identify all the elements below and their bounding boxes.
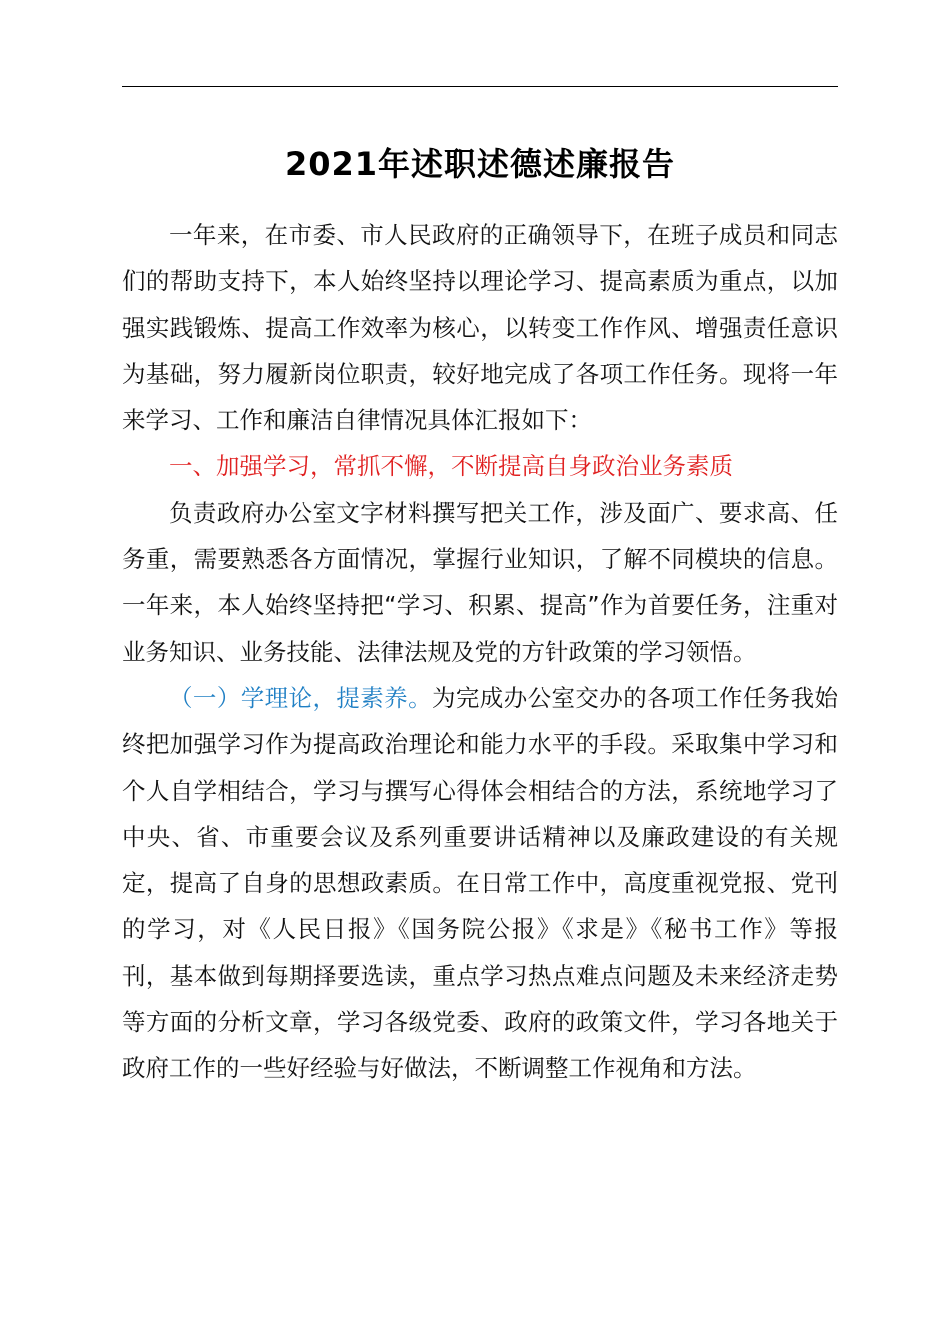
header-rule xyxy=(122,86,838,87)
section-1-paragraph: 负责政府办公室文字材料撰写把关工作，涉及面广、要求高、任务重，需要熟悉各方面情况，掌握行业知识，了解不同模块的信息。一年来，本人始终坚持把“学习、积累、提高”作为首要任务，注重对业务知识、业务技能、法律法规及党的方针政策的学习领悟。 xyxy=(122,498,838,666)
document-body xyxy=(122,212,838,1092)
intro-paragraph: 一年来，在市委、市人民政府的正确领导下，在班子成员和同志们的帮助支持下，本人始终坚持以理论学习、提高素质为重点，以加强实践锻炼、提高工作效率为核心，以转变工作作风、增强责任意识为基础，努力履新岗位职责，较好地完成了各项工作任务。现将一年来学习、工作和廉洁自律情况具体汇报如下： xyxy=(122,221,838,435)
subsection-heading-1: （一）学理论，提素养。 xyxy=(169,683,432,712)
section-heading-1: 一、加强学习，常抓不懈，不断提高自身政治业务素质 xyxy=(169,452,733,481)
subsection-1-paragraph xyxy=(122,675,838,1092)
document-title: 2021年述职述德述廉报告 xyxy=(284,145,676,183)
subsection-1-text: 为完成办公室交办的各项工作任务我始终把加强学习作为提高政治理论和能力水平的手段。采取集中学习和个人自学相结合，学习与撰写心得体会相结合的方法，系统地学习了中央、省、市重要会议及系列重要讲话精神以及廉政建设的有关规定，提高了自身的思想政素质。在日常工作中，高度重视党报、党刊的学习，对《人民日报》《国务院公报》《求是》《秘书工作》等报刊，基本做到每期择要选读，重点学习热点难点问题及未来经济走势等方面的分析文章，学习各级党委、政府的政策文件，学习各地关于政府工作的一些好经验与好做法，不断调整工作视角和方法。 xyxy=(122,683,839,1083)
